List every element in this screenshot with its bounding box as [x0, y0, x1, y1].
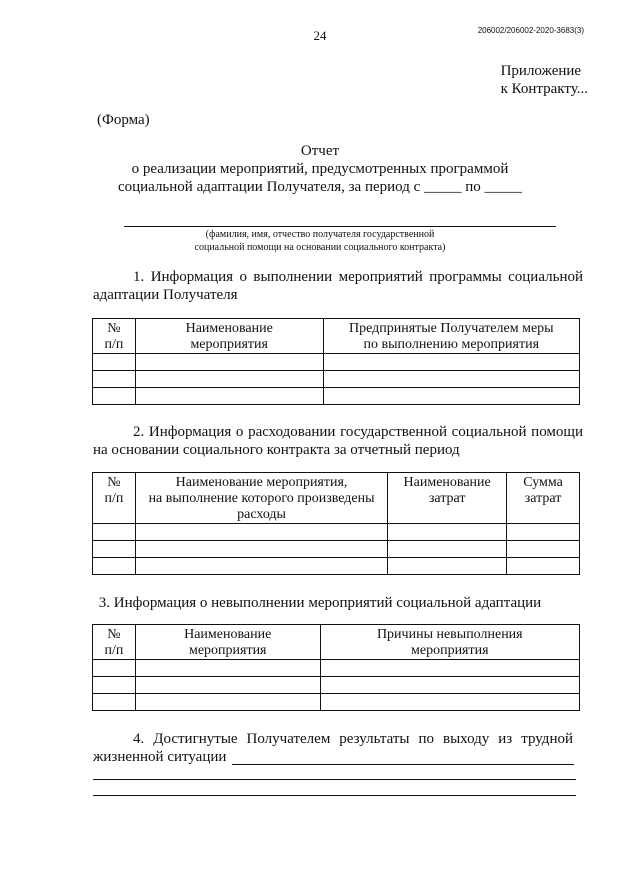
table-row — [93, 660, 580, 677]
table-row — [93, 388, 580, 405]
section4-heading: 4. Достигнутые Получателем результаты по выходу из трудной жизненной ситуации — [93, 731, 573, 765]
table-row — [93, 694, 580, 711]
results-line-3[interactable] — [93, 795, 576, 796]
col-event-name-header: Наименование мероприятия, на выполнение которого произведены расходы — [135, 473, 387, 524]
recipient-name-line — [124, 226, 556, 227]
table-row — [93, 558, 580, 575]
page-number: 24 — [313, 28, 327, 43]
appendix-line-2: к Контракту... — [500, 81, 588, 97]
section2-heading: 2. Информация о расходовании государственной социальной помощи на основании социального контракта за отчетный период — [93, 424, 583, 458]
col-measures-header: Предпринятые Получателем меры по выполнению мероприятия — [323, 319, 579, 354]
table-header-row — [93, 319, 580, 354]
col-event-name-header: Наименование мероприятия — [135, 625, 320, 660]
appendix-label — [501, 62, 588, 98]
section1-table — [92, 318, 580, 405]
col-reasons-header: Причины невыполнения мероприятия — [320, 625, 579, 660]
recipient-caption — [0, 228, 640, 254]
report-title — [0, 142, 640, 196]
col-number-header: № п/п — [93, 319, 136, 354]
results-line-1[interactable] — [232, 764, 574, 765]
table-row — [93, 677, 580, 694]
table-row — [93, 541, 580, 558]
col-expense-sum-header: Сумма затрат — [507, 473, 580, 524]
table-row — [93, 354, 580, 371]
section1-heading: 1. Информация о выполнении мероприятий программы социальной адаптации Получателя — [93, 269, 583, 303]
col-event-name-header: Наименование мероприятия — [135, 319, 323, 354]
title-line-2: о реализации мероприятий, предусмотренных программой — [131, 161, 509, 177]
col-expense-name-header: Наименование затрат — [388, 473, 507, 524]
form-label: (Форма) — [97, 112, 150, 128]
col-number-header: № п/п — [93, 625, 136, 660]
table-row — [93, 371, 580, 388]
table-header-row — [93, 473, 580, 524]
caption-line-2: социальной помощи на основании социального контракта) — [194, 242, 446, 253]
section3-table — [92, 624, 580, 711]
section3-heading: 3. Информация о невыполнении мероприятий социальной адаптации — [98, 595, 542, 611]
table-header-row — [93, 625, 580, 660]
title-line-3: социальной адаптации Получателя, за период с _____ по _____ — [117, 179, 523, 195]
caption-line-1: (фамилия, имя, отчество получателя государственной — [205, 229, 435, 240]
title-line-1: Отчет — [300, 143, 340, 159]
document-number: 206002/206002-2020-3683(3) — [477, 26, 584, 35]
col-number-header: № п/п — [93, 473, 136, 524]
section2-table — [92, 472, 580, 575]
appendix-line-1: Приложение — [500, 63, 582, 79]
table-row — [93, 524, 580, 541]
results-line-2[interactable] — [93, 779, 576, 780]
